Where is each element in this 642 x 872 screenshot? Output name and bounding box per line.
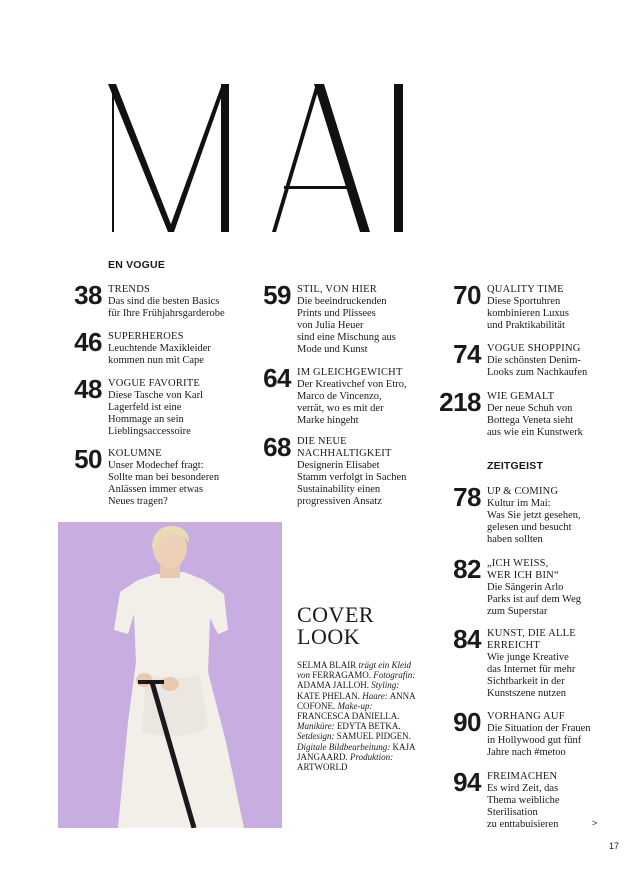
credit-name: SELMA BLAIR: [297, 660, 357, 670]
entry-description: Der Kreativchef von Etro, Marco de Vincenzo, verrät, wo es mit der Marke hingeht: [297, 379, 407, 426]
next-page-arrow-icon[interactable]: >: [592, 818, 598, 828]
entry-title: QUALITY TIME: [487, 284, 564, 295]
page-number-label: 59: [263, 280, 291, 310]
page-number-label: 64: [263, 363, 291, 393]
credit-name: FRANCESCA DANIELLA.: [297, 711, 400, 722]
entry-description: Das sind die besten Basics für Ihre Frühjahrsgarderobe: [108, 296, 225, 319]
toc-entry[interactable]: [453, 339, 588, 379]
cover-look-title: COVER LOOK: [297, 602, 375, 649]
entry-description: Diese Tasche von Karl Lagerfeld ist eine Hommage an sein Lieblingsaccessoire: [108, 390, 203, 437]
toc-entry[interactable]: [263, 363, 407, 427]
toc-entry[interactable]: [439, 387, 583, 439]
entry-description: Wie junge Kreative das Internet für mehr Sichtbarkeit in der Kunstszene nutzen: [487, 652, 576, 699]
entry-title: DIE NEUE NACHHALTIGKEIT: [297, 436, 392, 459]
cover-model-illustration: [58, 522, 282, 828]
page-number-label: 70: [453, 280, 481, 310]
entry-title: UP & COMING: [487, 486, 559, 497]
credit-name: ANNA COFONE.: [297, 690, 416, 711]
credit-role: Styling:: [371, 680, 400, 691]
toc-entry[interactable]: [453, 767, 560, 831]
toc-entry[interactable]: [453, 482, 581, 546]
cover-credits: [297, 660, 417, 772]
entry-description: Der neue Schuh von Bottega Veneta sieht aus wie ein Kunstwerk: [487, 403, 583, 438]
entry-title: KOLUMNE: [108, 448, 162, 459]
page-number-label: 90: [453, 707, 481, 737]
entry-title: SUPERHEROES: [108, 331, 184, 342]
entry-title: „ICH WEISS, WER ICH BIN“: [487, 558, 559, 581]
page-number-label: 78: [453, 482, 481, 512]
entry-title: STIL, VON HIER: [297, 284, 377, 295]
page-number-label: 82: [453, 554, 481, 584]
credit-role: Produktion:: [350, 751, 394, 762]
credit-name: EDYTA BETKA.: [336, 721, 401, 732]
credit-name: SAMUEL PIDGEN.: [336, 731, 411, 742]
credit-name: ADAMA JALLOH.: [297, 680, 369, 691]
entry-description: Diese Sportuhren kombinieren Luxus und Praktikabilität: [487, 296, 569, 331]
toc-entry[interactable]: [453, 280, 569, 332]
toc-entry[interactable]: [74, 280, 225, 320]
credit-role: Digitale Bildbearbeitung:: [297, 741, 391, 752]
page-number-label: 68: [263, 432, 291, 462]
entry-title: KUNST, DIE ALLE ERREICHT: [487, 628, 576, 651]
entry-title: TRENDS: [108, 284, 151, 295]
page-number-label: 94: [453, 767, 481, 797]
toc-entry[interactable]: [74, 327, 211, 367]
entry-description: Leuchtende Maxikleider kommen nun mit Cape: [108, 343, 211, 366]
toc-entry[interactable]: [74, 374, 203, 438]
entry-description: Es wird Zeit, das Thema weibliche Sterilisation zu enttabuisieren: [487, 783, 560, 830]
toc-entry[interactable]: [263, 432, 407, 508]
credit-role: Maniküre:: [297, 721, 335, 732]
section-label-zeitgeist: ZEITGEIST: [487, 460, 544, 472]
folio-page-number: 17: [609, 841, 620, 851]
entry-description: Unser Modechef fragt: Sollte man bei besonderen Anlässen immer etwas Neues tragen?: [108, 460, 220, 507]
credit-role: Make-up:: [337, 700, 373, 711]
toc-entry[interactable]: [453, 554, 582, 618]
page-number-label: 48: [74, 374, 102, 404]
credit-name: FERRAGAMO.: [312, 670, 372, 681]
entry-title: VORHANG AUF: [487, 711, 565, 722]
entry-title: IM GLEICHGEWICHT: [297, 367, 403, 378]
entry-description: Kultur im Mai: Was Sie jetzt gesehen, gelesen und besucht haben sollten: [487, 498, 581, 545]
page-number-label: 84: [453, 624, 481, 654]
page-number-label: 38: [74, 280, 102, 310]
toc-entry[interactable]: [263, 280, 396, 356]
credit-name: ARTWORLD: [297, 762, 348, 773]
entry-description: Die Situation der Frauen in Hollywood gut fünf Jahre nach #metoo: [487, 723, 591, 758]
page-number-label: 218: [439, 387, 481, 417]
credit-role: Haare:: [362, 690, 388, 701]
page-number-label: 46: [74, 327, 102, 357]
cover-photo: [58, 522, 282, 828]
page-number-label: 50: [74, 444, 102, 474]
entry-description: Die Sängerin Arlo Parks ist auf dem Weg zum Superstar: [487, 582, 582, 617]
toc-entry[interactable]: [74, 444, 220, 508]
credit-role: Fotografin:: [373, 670, 416, 681]
masthead: [108, 84, 406, 232]
masthead-lettering: [108, 84, 406, 232]
entry-title: FREIMACHEN: [487, 771, 558, 782]
section-label-en-vogue: EN VOGUE: [108, 259, 166, 271]
entry-description: Designerin Elisabet Stamm verfolgt in Sachen Sustainability einen progressiven Ansatz: [297, 460, 407, 507]
entry-title: VOGUE SHOPPING: [487, 343, 581, 354]
entry-description: Die beeindruckenden Prints und Plissees von Julia Heuer sind eine Mischung aus Mode und Kunst: [297, 296, 396, 355]
page-number-label: 74: [453, 339, 481, 369]
entry-description: Die schönsten Denim- Looks zum Nachkaufen: [487, 355, 588, 378]
entry-title: WIE GEMALT: [487, 391, 555, 402]
credit-role: Setdesign:: [297, 731, 335, 742]
entry-title: VOGUE FAVORITE: [108, 378, 200, 389]
credit-name: KAJA JANGAARD.: [297, 741, 415, 762]
toc-entry[interactable]: [453, 707, 591, 759]
credit-name: KATE PHELAN.: [297, 690, 360, 701]
toc-entry[interactable]: [453, 624, 576, 700]
credit-role: trägt ein Kleid von: [297, 660, 412, 681]
